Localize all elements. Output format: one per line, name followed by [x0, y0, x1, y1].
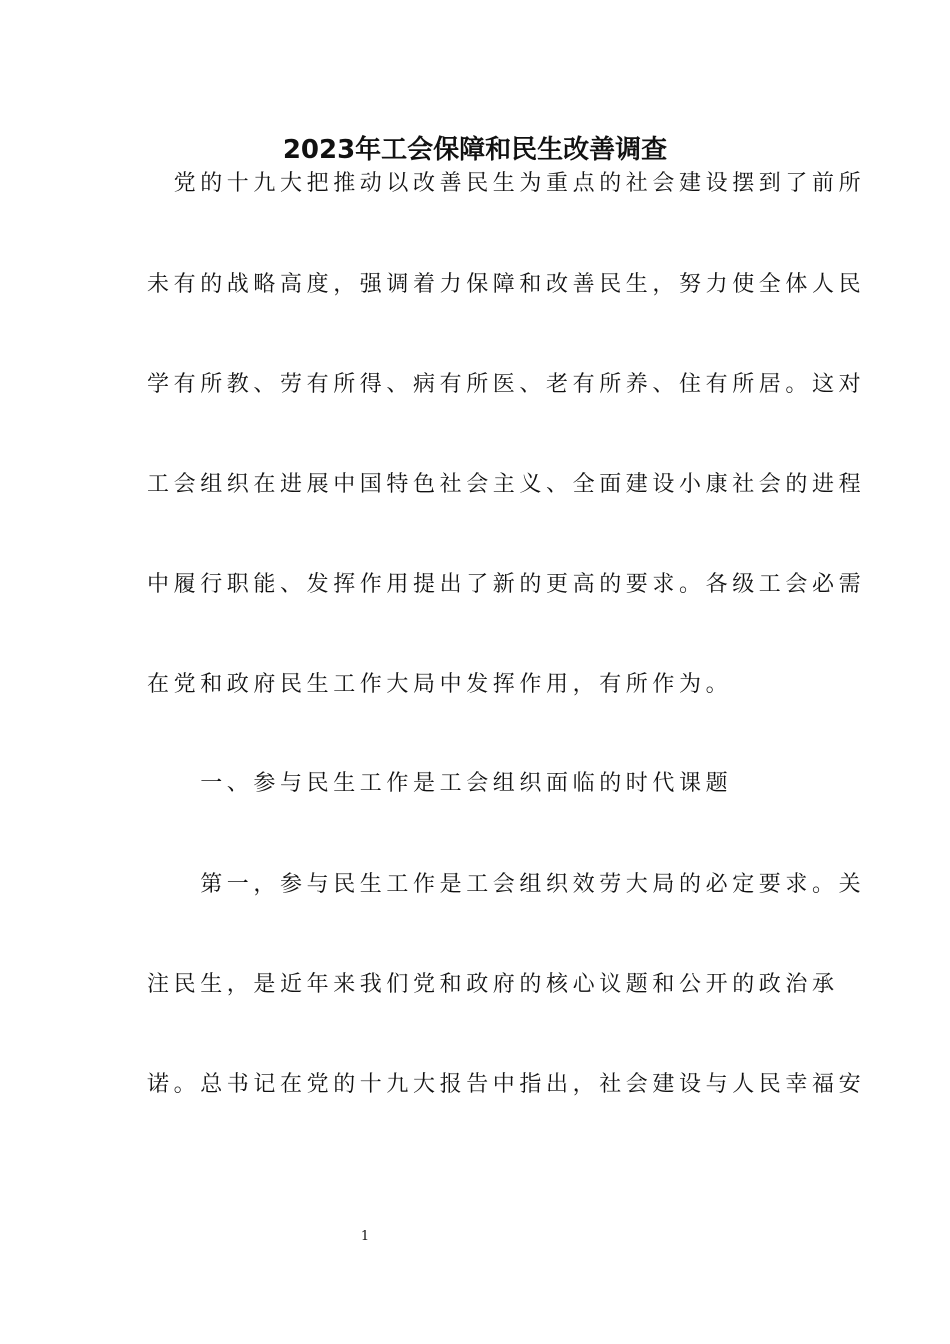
section-heading: 一、参与民生工作是工会组织面临的时代课题	[147, 771, 733, 796]
paragraph-line: 党的十九大把推动以改善民生为重点的社会建设摆到了前所	[147, 171, 866, 196]
paragraph-line: 中履行职能、发挥作用提出了新的更高的要求。各级工会必需	[147, 572, 866, 597]
page-number: 1	[360, 1229, 370, 1244]
paragraph-line: 诺。总书记在党的十九大报告中指出，社会建设与人民幸福安	[147, 1072, 866, 1097]
paragraph-line: 学有所教、劳有所得、病有所医、老有所养、住有所居。这对	[147, 372, 866, 397]
paragraph-line: 注民生，是近年来我们党和政府的核心议题和公开的政治承	[147, 972, 839, 997]
paragraph-line: 在党和政府民生工作大局中发挥作用，有所作为。	[147, 672, 733, 697]
document-title: 2023年工会保障和民生改善调查	[282, 135, 668, 165]
paragraph-line: 第一，参与民生工作是工会组织效劳大局的必定要求。关	[147, 872, 866, 897]
paragraph-line: 未有的战略高度，强调着力保障和改善民生，努力使全体人民	[147, 272, 866, 297]
paragraph-line: 工会组织在进展中国特色社会主义、全面建设小康社会的进程	[147, 472, 866, 497]
